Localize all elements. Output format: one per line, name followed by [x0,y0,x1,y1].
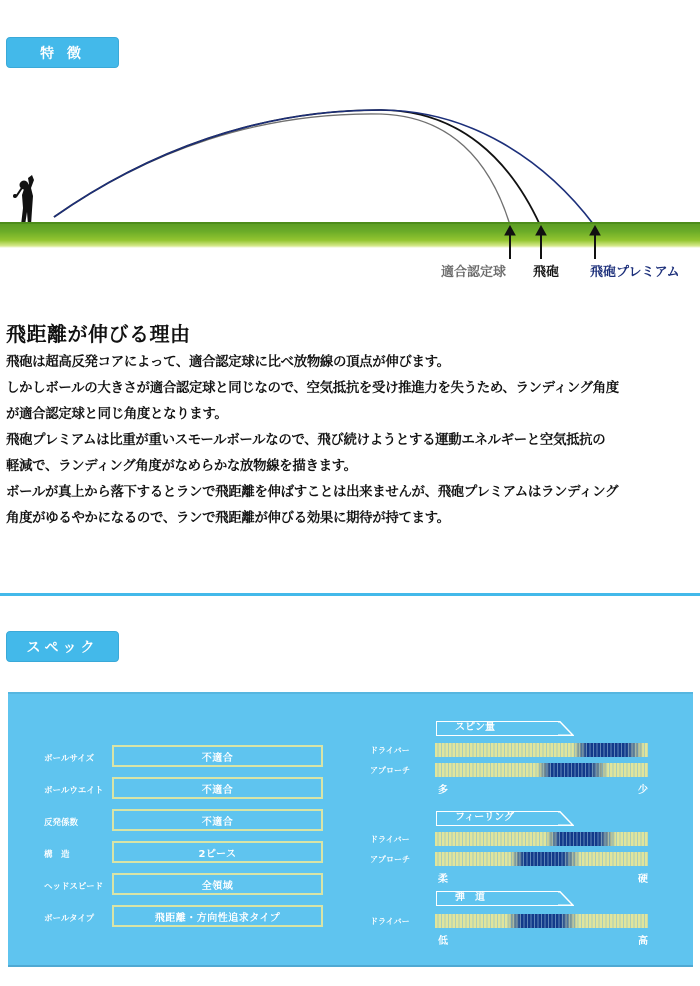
gauge-bar-trajectory-driver [435,914,648,928]
reason-line: しかしボールの大きさが適合認定球と同じなので、空気抵抗を受け推進力を失うため、ランディング角度 [6,381,619,396]
golfer-icon [13,175,34,225]
label-conforming-ball: 適合認定球 [441,265,507,280]
reason-line: 軽減で、ランディング角度がなめらかな放物線を描きます。 [6,459,357,474]
tab-slant [558,721,574,736]
spec-value: 不適合 [112,809,323,831]
gauge-bar-spin-approach [435,763,648,777]
gauge-bar-feeling-driver [435,832,648,846]
spec-label: ボールウエイト [44,786,104,796]
gauge-row-label: ドライバー [370,835,410,844]
gauge-min-label: 多 [438,785,448,796]
spec-value: 全領域 [112,873,323,895]
section-tag-features: 特 徴 [6,37,119,68]
trajectory-conforming [54,114,510,225]
gauge-max-label: 硬 [638,874,648,885]
gauge-title-trajectory: 弾 道 [436,891,558,906]
spec-value: 不適合 [112,777,323,799]
reason-heading: 飛距離が伸びる理由 [6,322,191,346]
section-divider [0,593,700,596]
gauge-title-feeling: フィーリング [436,811,558,826]
reason-line: ボールが真上から落下するとランで飛距離を伸ばすことは出来ませんが、飛砲プレミアムはランディング [6,485,619,500]
spec-value: 2ピース [112,841,323,863]
gauge-row-label: ドライバー [370,746,410,755]
reason-line: 飛砲は超高反発コアによって、適合認定球に比べ放物線の頂点が伸びます。 [6,355,450,370]
spec-label: 構 造 [44,850,70,860]
tab-slant [558,811,574,826]
gauge-row-label: アプローチ [370,855,410,864]
arrow-up-icon [505,226,515,259]
ground-edge [0,222,700,224]
gauge-min-label: 柔 [438,874,448,885]
gauge-row-label: ドライバー [370,917,410,926]
reason-line: 飛砲プレミアムは比重が重いスモールボールなので、飛び続けようとする運動エネルギーと空気抵抗の [6,433,606,448]
label-hibou: 飛砲 [533,265,560,280]
gauge-title-spin: スピン量 [436,721,558,736]
spec-label: ヘッドスピード [44,882,104,892]
reason-line: 角度がゆるやかになるので、ランで飛距離が伸びる効果に期待が持てます。 [6,511,450,526]
gauge-min-label: 低 [438,936,448,947]
arrow-up-icon [590,226,600,259]
spec-label: 反発係数 [44,818,79,828]
trajectory-hibou [54,110,540,225]
label-hibou-premium: 飛砲プレミアム [590,265,680,280]
spec-value: 不適合 [112,745,323,767]
gauge-bar-spin-driver [435,743,648,757]
gauge-max-label: 高 [638,936,648,947]
trajectory-premium [54,110,594,225]
spec-label: ボールサイズ [44,754,95,764]
gauge-max-label: 少 [638,785,648,796]
landing-arrows [0,225,700,260]
gauge-row-label: アプローチ [370,766,410,775]
spec-label: ボールタイプ [44,914,95,924]
section-tag-spec: スペック [6,631,119,662]
tab-slant [558,891,574,906]
reason-line: が適合認定球と同じ角度となります。 [6,407,228,422]
arrow-up-icon [536,226,546,259]
gauge-bar-feeling-approach [435,852,648,866]
spec-value: 飛距離・方向性追求タイプ [112,905,323,927]
spec-panel [8,692,693,967]
